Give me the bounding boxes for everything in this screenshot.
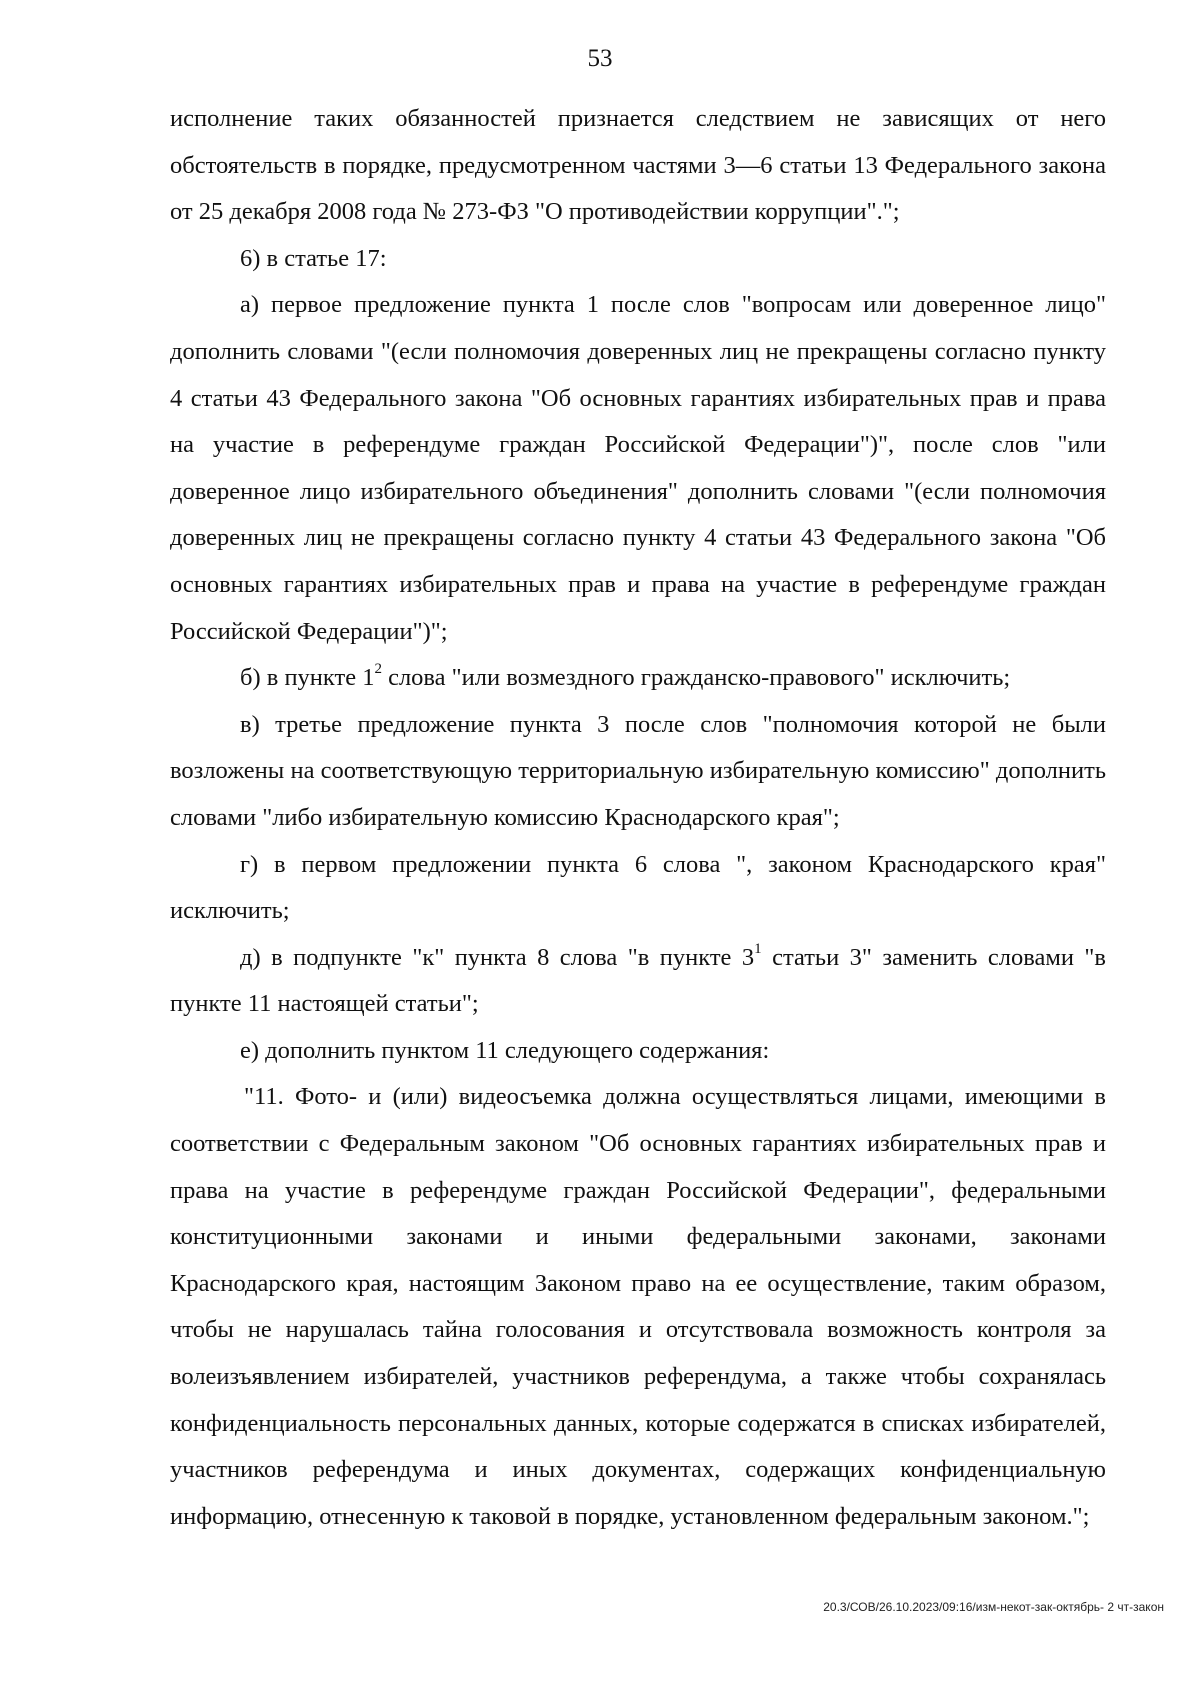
paragraph-item-d <box>170 935 1106 1028</box>
paragraph-article-17-heading: 6) в статье 17: <box>240 244 387 272</box>
paragraph-continuation: исполнение таких обязанностей признается следствием не зависящих от него обстоятельств в порядке, предусмотренном частями 3—6 статьи 13 Федерального закона от 25 декабря 2008 года № 273-ФЗ "О противодействии коррупции"."; <box>170 105 1106 226</box>
superscript-2: 2 <box>374 660 382 677</box>
page-number: 53 <box>587 45 613 72</box>
paragraph-point-11-quote: "11. Фото- и (или) видеосъемка должна осуществляться лицами, имеющими в соответствии с Федеральным законом "Об основных гарантиях избирательных прав и права на участие в референдуме граждан Российской Федерации", федеральными конституционными законами и иными федеральными законами, законами Краснодарского края, настоящим Законом право на ее осуществление, таким образом, чтобы не нарушалась тайна голосования и отсутствовала возможность контроля за волеизъявлением избирателей, участников референдума, а также чтобы сохранялась конфиденциальность персональных данных, которые содержатся в списках избирателей, участников референдума и иных документах, содержащих конфиденциальную информацию, отнесенную к таковой в порядке, установленном федеральным законом."; <box>170 1083 1106 1530</box>
paragraph-item-b <box>170 655 1106 702</box>
paragraph-item-e: е) дополнить пунктом 11 следующего содержания: <box>240 1036 770 1064</box>
footer-document-code: 20.3/СОВ/26.10.2023/09:16/изм-некот-зак-октябрь- 2 чт-закон <box>823 1600 1164 1614</box>
paragraph-item-b-text-end: слова "или возмездного гражданско-правового" исключить; <box>381 664 1011 692</box>
paragraph-item-g: г) в первом предложении пункта 6 слова ", законом Краснодарского края" исключить; <box>170 850 1106 925</box>
paragraph-item-d-text-start: д) в подпункте "к" пункта 8 слова "в пункте 3 <box>240 943 755 971</box>
paragraph-item-v: в) третье предложение пункта 3 после слов "полномочия которой не были возложены на соответствующую территориальную избирательную комиссию" дополнить словами "либо избирательную комиссию Краснодарского края"; <box>170 710 1106 831</box>
paragraph-item-b-text-start: б) в пункте 1 <box>240 664 375 692</box>
superscript-1: 1 <box>754 940 762 957</box>
paragraph-item-d-text-end: статьи 3" заменить словами "в пункте 11 настоящей статьи"; <box>170 943 1106 1018</box>
paragraph-item-a: а) первое предложение пункта 1 после слов "вопросам или доверенное лицо" дополнить словами "(если полномочия доверенных лиц не прекращены согласно пункту 4 статьи 43 Федерального закона "Об основных гарантиях избирательных прав и права на участие в референдуме граждан Российской Федерации")", после слов "или доверенное лицо избирательного объединения" дополнить словами "(если полномочия доверенных лиц не прекращены согласно пункту 4 статьи 43 Федерального закона "Об основных гарантиях избирательных прав и права на участие в референдуме граждан Российской Федерации")"; <box>170 291 1106 645</box>
document-body <box>170 96 1106 1540</box>
